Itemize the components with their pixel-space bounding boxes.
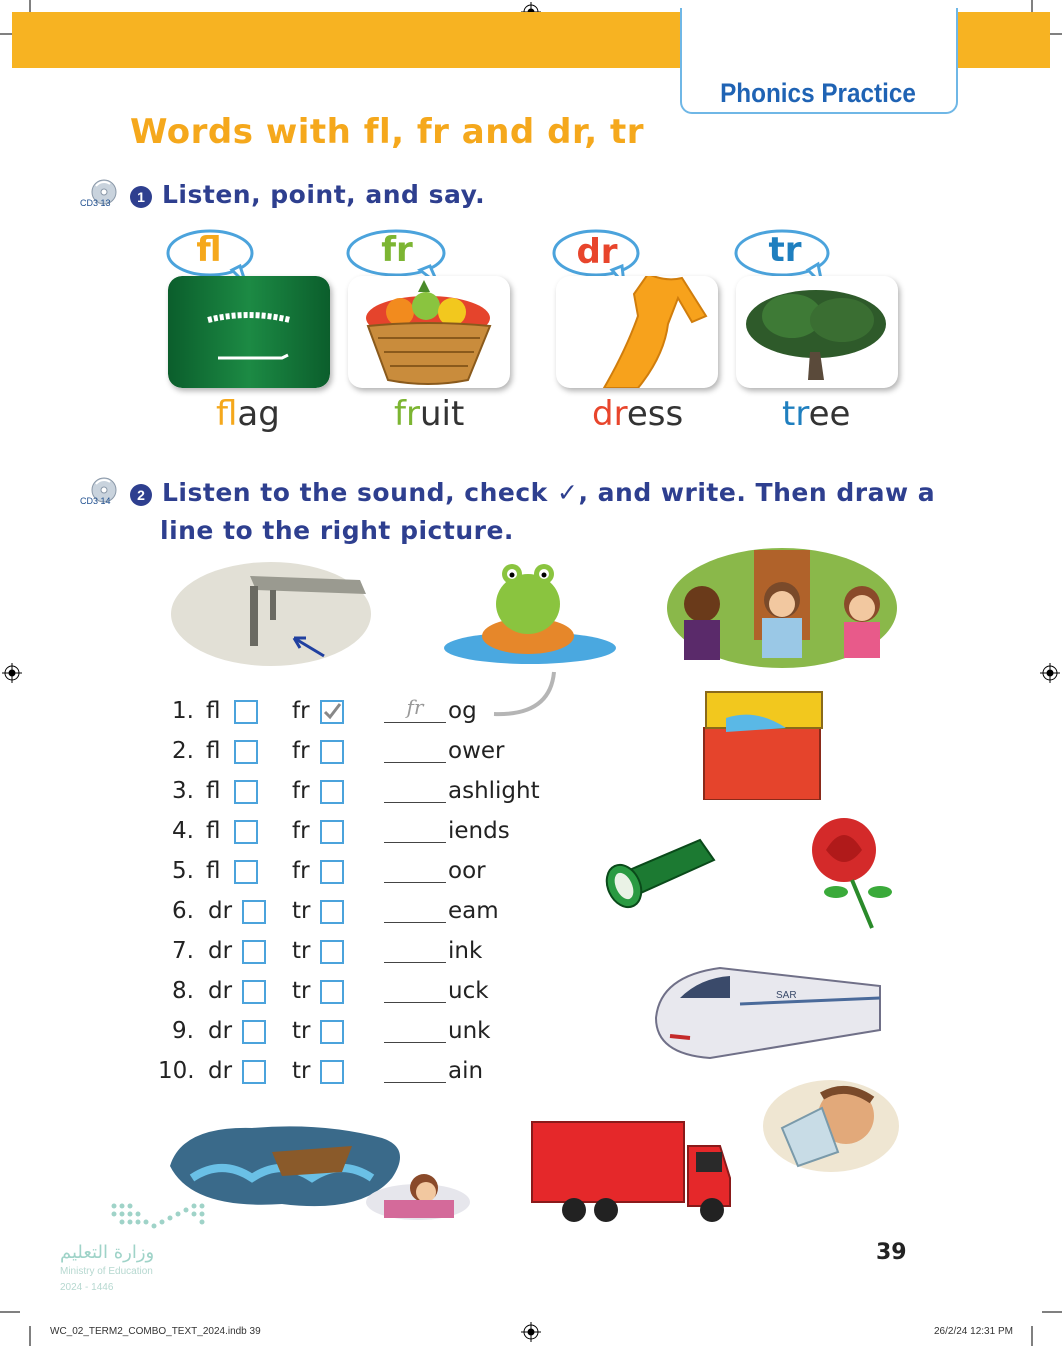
option-a-label: dr xyxy=(208,938,233,964)
option-b-checkbox[interactable] xyxy=(320,980,344,1004)
flashlight-image xyxy=(600,834,720,914)
word-dress-rest: ess xyxy=(626,394,684,434)
option-a-label: dr xyxy=(208,1018,233,1044)
word-ending: oor xyxy=(448,858,486,884)
row-number: 8. xyxy=(172,978,194,1004)
option-a-label: fl xyxy=(206,778,221,804)
row-number: 5. xyxy=(172,858,194,884)
floor-image xyxy=(170,560,372,668)
instruction-text-a: Listen to the sound, check xyxy=(162,478,548,507)
option-b-checkbox[interactable] xyxy=(320,700,344,724)
ministry-name-arabic: وزارة التعليم xyxy=(60,1242,155,1263)
word-ending: uck xyxy=(448,978,489,1004)
row-number: 10. xyxy=(158,1058,195,1084)
word-tree-rest: ee xyxy=(808,394,851,434)
header-tab-label: Phonics Practice xyxy=(720,78,916,108)
flag-card xyxy=(168,276,330,388)
word-tree xyxy=(782,394,850,434)
sound-label-fr: fr xyxy=(381,230,413,270)
word-ending: unk xyxy=(448,1018,491,1044)
tree-image xyxy=(736,276,898,388)
train-logo-text: SAR xyxy=(776,990,797,1001)
option-b-checkbox[interactable] xyxy=(320,1060,344,1084)
row-number: 6. xyxy=(172,898,194,924)
option-b-label: tr xyxy=(292,1018,311,1044)
word-fruit-rest: uit xyxy=(419,394,465,434)
answer-blank[interactable] xyxy=(384,936,446,963)
word-fruit-sound: fr xyxy=(394,394,420,434)
option-b-label: fr xyxy=(292,778,310,804)
option-a-label: fl xyxy=(206,858,221,884)
word-dress xyxy=(592,394,683,434)
option-a-checkbox[interactable] xyxy=(242,1020,266,1044)
exercise-number-badge: 2 xyxy=(130,484,152,506)
option-a-checkbox[interactable] xyxy=(242,940,266,964)
exercise-1-instruction: Listen, point, and say. xyxy=(162,180,486,209)
ministry-year: 2024 - 1446 xyxy=(60,1282,114,1293)
option-b-label: tr xyxy=(292,978,311,1004)
sound-label-dr: dr xyxy=(576,232,618,272)
word-ending: ink xyxy=(448,938,483,964)
option-a-checkbox[interactable] xyxy=(234,700,258,724)
saudi-flag-image xyxy=(168,276,330,388)
option-b-label: tr xyxy=(292,1058,311,1084)
footer-date: 26/2/24 12:31 PM xyxy=(934,1326,1013,1337)
option-a-label: dr xyxy=(208,1058,233,1084)
tree-card xyxy=(736,276,898,388)
answer-blank[interactable] xyxy=(384,736,446,763)
option-b-label: tr xyxy=(292,898,311,924)
option-b-checkbox[interactable] xyxy=(320,740,344,764)
option-a-checkbox[interactable] xyxy=(242,980,266,1004)
option-b-checkbox[interactable] xyxy=(320,900,344,924)
row-number: 9. xyxy=(172,1018,194,1044)
dress-card xyxy=(556,276,718,388)
row-number: 4. xyxy=(172,818,194,844)
word-flag-sound: fl xyxy=(216,394,238,434)
word-ending: iends xyxy=(448,818,510,844)
word-tree-sound: tr xyxy=(782,394,809,434)
word-flag-rest: ag xyxy=(237,394,280,434)
option-b-checkbox[interactable] xyxy=(320,780,344,804)
option-a-label: fl xyxy=(206,818,221,844)
answer-blank[interactable] xyxy=(384,776,446,803)
ministry-name-english: Ministry of Education xyxy=(60,1266,153,1277)
trunk-image xyxy=(696,688,830,800)
option-b-label: fr xyxy=(292,738,310,764)
option-a-checkbox[interactable] xyxy=(242,900,266,924)
flower-image xyxy=(796,810,896,930)
page-title: Words with fl, fr and dr, tr xyxy=(130,112,644,152)
row-number: 3. xyxy=(172,778,194,804)
word-flag xyxy=(216,394,280,434)
exercise-2-instruction-line2: line to the right picture. xyxy=(160,516,514,545)
cd-icon xyxy=(84,178,120,214)
option-b-checkbox[interactable] xyxy=(320,1020,344,1044)
row-number: 1. xyxy=(172,698,194,724)
sound-label-fl: fl xyxy=(196,230,222,270)
page-number: 39 xyxy=(876,1240,907,1265)
option-a-label: dr xyxy=(208,898,233,924)
option-b-label: fr xyxy=(292,858,310,884)
option-a-checkbox[interactable] xyxy=(234,860,258,884)
row-number: 7. xyxy=(172,938,194,964)
exercise-number-badge: 1 xyxy=(130,186,152,208)
registration-mark-right xyxy=(1040,663,1060,683)
friends-image xyxy=(666,546,898,670)
answer-blank[interactable] xyxy=(384,816,446,843)
footer-file-info: WC_02_TERM2_COMBO_TEXT_2024.indb 39 xyxy=(50,1326,261,1337)
answer-blank[interactable] xyxy=(384,1056,446,1083)
check-icon xyxy=(322,702,342,722)
word-ending: ashlight xyxy=(448,778,540,804)
option-a-checkbox[interactable] xyxy=(234,780,258,804)
word-ending: og xyxy=(448,698,477,724)
fruit-basket-image xyxy=(348,276,510,388)
option-b-label: fr xyxy=(292,698,310,724)
answer-blank[interactable] xyxy=(384,696,446,723)
answer-blank[interactable] xyxy=(384,1016,446,1043)
frog-image xyxy=(440,556,620,670)
option-b-label: tr xyxy=(292,938,311,964)
ministry-logo-icon xyxy=(106,1200,216,1236)
word-ending: ower xyxy=(448,738,505,764)
example-connector-line xyxy=(480,668,564,720)
cd-track-label: CD3 13 xyxy=(80,198,111,208)
option-a-label: fl xyxy=(206,698,221,724)
answer-blank[interactable] xyxy=(384,896,446,923)
exercise-2-instruction-line1 xyxy=(162,478,935,507)
fruit-card xyxy=(348,276,510,388)
option-a-checkbox[interactable] xyxy=(234,820,258,844)
dress-image xyxy=(556,276,718,388)
answer-text: fr xyxy=(406,695,424,719)
option-b-checkbox[interactable] xyxy=(320,940,344,964)
cd-track-label: CD3 14 xyxy=(80,496,111,506)
option-b-label: fr xyxy=(292,818,310,844)
option-a-label: dr xyxy=(208,978,233,1004)
sound-label-tr: tr xyxy=(768,230,802,270)
word-ending: eam xyxy=(448,898,499,924)
option-a-checkbox[interactable] xyxy=(242,1060,266,1084)
word-fruit xyxy=(394,394,464,434)
truck-image xyxy=(530,1118,734,1224)
instruction-text-b: , and write. Then draw a xyxy=(578,478,936,507)
registration-mark-left xyxy=(2,663,22,683)
row-number: 2. xyxy=(172,738,194,764)
word-dress-sound: dr xyxy=(592,394,627,434)
answer-blank[interactable] xyxy=(384,976,446,1003)
option-b-checkbox[interactable] xyxy=(320,820,344,844)
word-ending: ain xyxy=(448,1058,484,1084)
drink-image xyxy=(762,1078,900,1174)
option-a-checkbox[interactable] xyxy=(234,740,258,764)
answer-blank[interactable] xyxy=(384,856,446,883)
train-image xyxy=(650,958,884,1062)
option-a-label: fl xyxy=(206,738,221,764)
cd-icon xyxy=(84,476,120,512)
registration-mark-bottom xyxy=(521,1322,541,1342)
check-icon: ✓ xyxy=(557,478,579,507)
option-b-checkbox[interactable] xyxy=(320,860,344,884)
